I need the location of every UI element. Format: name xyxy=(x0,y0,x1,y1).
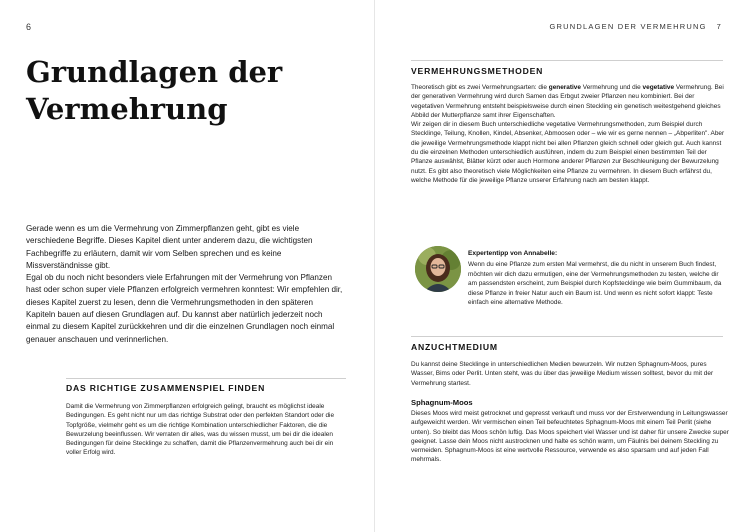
medium-rule xyxy=(411,336,723,337)
methods-paragraph-1 xyxy=(411,83,729,120)
chapter-title-line1: Grundlagen der xyxy=(26,55,283,89)
methods-text-c: Vermehrung und die xyxy=(580,84,643,91)
section-heading-zusammenspiel: DAS RICHTIGE ZUSAMMENSPIEL FINDEN xyxy=(66,383,266,393)
intro-text xyxy=(26,223,344,346)
methods-text-d: Vermehrung. Bei der generativen Vermehrung wird durch Samen das Erbgut zweier Pflanzen neu kombiniert. Bei der vegetativen Vermehrung entsteht beispielsweise durch einen Steckling ein genetisch weitestgehend gleiches Abbild der Mutterpflanze samt ihrer Eigenschaften. xyxy=(411,84,724,119)
section-heading-medium: ANZUCHTMEDIUM xyxy=(411,342,498,352)
methods-body xyxy=(411,83,729,185)
running-head xyxy=(550,22,722,31)
term-generative: generative xyxy=(548,84,581,91)
section-body-paragraph: Damit die Vermehrung von Zimmerpflanzen erfolgreich gelingt, braucht es möglichst ideale Bedingungen. Es geht nicht nur um das richtige Substrat oder den perfekten Standort oder die Topfgröße, vielmehr geht es um die richtige Kombination unterschiedlicher Faktoren, die die Bewurzelung beeinflussen. Wir verraten dir alles, was du wissen musst, um bei dir die idealen Bedingungen für deine Stecklinge zu schaffen, damit die Pflanzenvermehrung auch bei dir ein voller Erfolg wird. xyxy=(66,403,335,457)
methods-paragraph-2: Wir zeigen dir in diesem Buch unterschiedliche vegetative Vermehrungsmethoden, zum Beispiel durch Stecklinge, Teilung, Knollen, Kindel, Absenker, Abmoosen oder – wie wir es gerne nennen – „Abperliten". Aber die jeweilige Vermehrungsmethode klappt nicht bei allen Pflanzen gleich schnell oder gleich gut. Auch kannst du die einzelnen Methoden unterschiedlich ausführen, indem du zum Beispiel einen bestimmten Teil der Pflanze auswählst, Blätter kürzt oder auch Hormone anderer Pflanzen zur Beschleunigung der Bewurzelung nutzt. Es gibt also theoretisch viele Möglichkeiten eine Pflanze zu vermehren. In diesem Buch erfährst du, welche Methode für die jeweilige Pflanze unserer Erfahrung nach am besten klappt. xyxy=(411,121,725,184)
tip-title: Expertentipp von Annabelle: xyxy=(468,250,558,257)
right-page xyxy=(375,0,750,532)
subheading-sphagnum: Sphagnum-Moos xyxy=(411,398,473,407)
section-body-zusammenspiel xyxy=(66,402,350,458)
sphagnum-body xyxy=(411,409,729,465)
section-rule xyxy=(66,378,346,379)
intro-paragraph-1: Gerade wenn es um die Vermehrung von Zimmerpflanzen geht, gibt es viele verschiedene Begriffe. Dieses Kapitel dient unter anderem dazu, die wichtigsten Fachbegriffe zu erläutern, damit wir vom Selben sprechen und es keine Missverständnisse gibt. xyxy=(26,224,313,270)
chapter-title xyxy=(26,54,356,128)
intro-paragraph-2: Egal ob du noch nicht besonders viele Erfahrungen mit der Vermehrung von Pflanzen hast oder schon super viele Pflanzen erfolgreich vermehren konntest: Wir empfehlen dir, dieses Kapitel zuerst zu lesen, denn die Vermehrungsmethoden in den späteren Kapiteln bauen auf diesen Grundlagen auf. Du kannst aber natürlich jederzeit noch einmal zu diesem Kapitel zurückkehren und dir die einzelnen Grundlagen noch einmal genauer anschauen und verinnerlichen. xyxy=(26,273,343,344)
methods-rule xyxy=(411,60,723,61)
section-heading-methods: VERMEHRUNGSMETHODEN xyxy=(411,66,544,76)
term-vegetative: vegetative xyxy=(642,84,675,91)
page-number-left: 6 xyxy=(26,22,32,32)
chapter-title-line2: Vermehrung xyxy=(26,92,228,126)
running-head-title: GRUNDLAGEN DER VERMEHRUNG xyxy=(549,22,707,31)
page-number-right: 7 xyxy=(716,22,722,31)
portrait-avatar xyxy=(415,246,461,292)
sphagnum-paragraph: Dieses Moos wird meist getrocknet und gepresst verkauft und muss vor der Erstverwendung in Leitungswasser aufgeweicht werden. Wir vermischen einen Teil befeuchtetes Sphagnum-Moos mit einem Teil Perlit (siehe unten). So bleibt das Moos schön luftig. Das Moos speichert viel Wasser und ist daher für unsere Zwecke super geeignet. Lasse dein Moos nicht austrocknen und halte es schön warm, um Fäulnis bei deinem Steckling zu vermeiden. Sphagnum-Moos ist eine wertvolle Ressource, verwende es also sparsam und auf jeden Fall mehrmals. xyxy=(411,410,729,464)
methods-text-a: Theoretisch gibt es zwei Vermehrungsarten: die xyxy=(411,84,549,91)
tip-text: Wenn du eine Pflanze zum ersten Mal vermehrst, die du nicht in unserem Buch findest, möchten wir dich dazu ermutigen, eine der Vermehrungsmethoden zu testen, welche dir am passendsten erscheint, zum Beispiel durch Kopfstecklinge wie beim Gummibaum, da diese Pflanze in freier Natur auch ein Baum ist. Und wenn es nicht sofort klappt: Teste einfach eine alternative Methode. xyxy=(468,261,722,306)
medium-body xyxy=(411,360,729,388)
medium-paragraph: Du kannst deine Stecklinge in unterschiedlichen Medien bewurzeln. Wir nutzen Sphagnum-Moos, pures Wasser, Bims oder Perlit. Unten steht, was du über das jeweilige Medium wissen solltest, bevor du mit der Vermehrung startest. xyxy=(411,361,714,387)
